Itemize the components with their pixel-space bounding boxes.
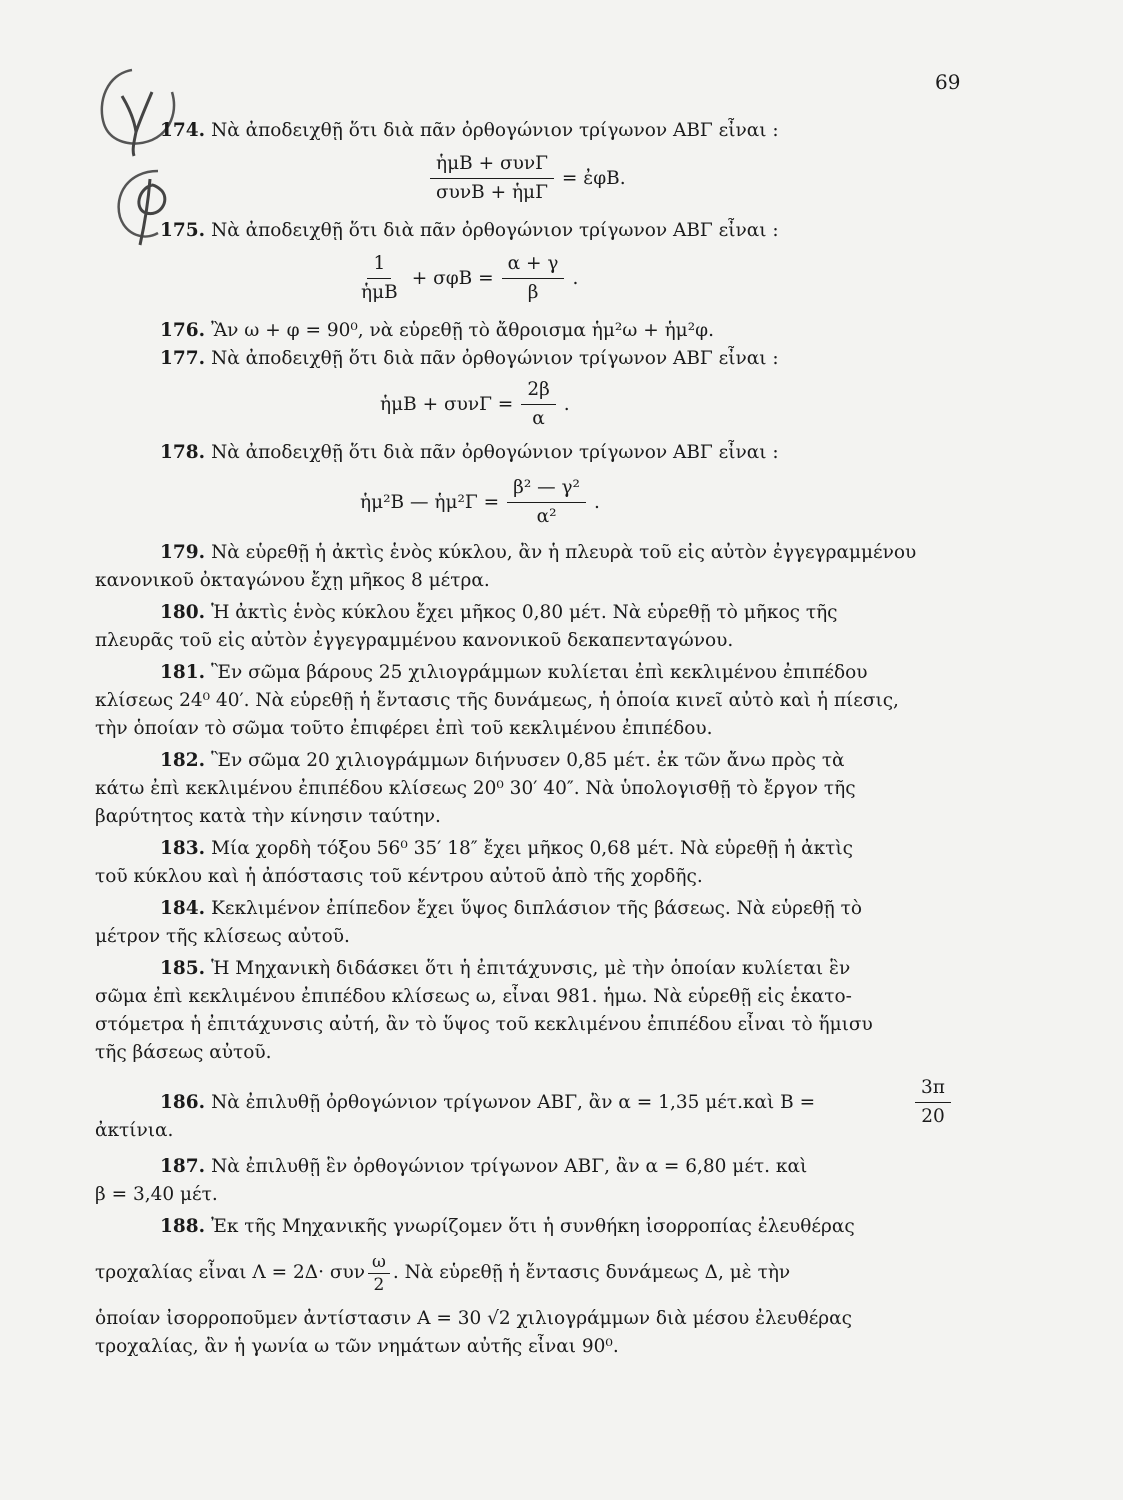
problem-182-line2: κάτω ἐπὶ κεκλιμένου ἐπιπέδου κλίσεως 20⁰ 30′ 40″. Νὰ ὑπολογισθῇ τὸ ἔργον τῆς	[95, 778, 856, 799]
problem-183-line2: τοῦ κύκλου καὶ ἡ ἀπόστασις τοῦ κέντρου αὐτοῦ ἀπὸ τῆς χορδῆς.	[95, 866, 703, 887]
problem-187-line2: β = 3,40 μέτ.	[95, 1184, 218, 1205]
problem-183-line1: 183. Μία χορδὴ τόξου 56⁰ 35′ 18″ ἔχει μῆκος 0,68 μέτ. Νὰ εὑρεθῇ ἡ ἀκτὶς	[160, 838, 853, 859]
problem-186-line2: ἀκτίνια.	[95, 1120, 174, 1141]
formula-175: $\frac{1}{\text{ἡμΒ}}$ + σφΒ = $\frac{\alpha + \gamma}{\beta}$ .	[361, 253, 579, 303]
problem-177: 177. Νὰ ἀποδειχθῇ ὅτι διὰ πᾶν ὀρθογώνιον τρίγωνον ΑΒΓ εἶναι :	[160, 348, 779, 369]
problem-186-line1: 186. Νὰ ἐπιλυθῇ ὀρθογώνιον τρίγωνον ΑΒΓ, ἂν α = 1,35 μέτ.καὶ Β =	[160, 1092, 816, 1113]
problem-184-line1: 184. Κεκλιμένον ἐπίπεδον ἔχει ὕψος διπλάσιον τῆς βάσεως. Νὰ εὑρεθῇ τὸ	[160, 898, 863, 919]
formula-177: ἡμΒ + συνΓ = $\frac{2\beta}{\alpha}$ .	[380, 379, 570, 429]
formula-174: $\frac{\text{ἡμΒ + συνΓ}}{\text{συνΒ + ἡμΓ}}$ = ἐφΒ.	[430, 152, 626, 205]
problem-188-line4: τροχαλίας, ἂν ἡ γωνία ω τῶν νημάτων αὐτῆς εἶναι 90⁰.	[95, 1336, 619, 1357]
problem-181-line1: 181. Ἓν σῶμα βάρους 25 χιλιογράμμων κυλίεται ἐπὶ κεκλιμένου ἐπιπέδου	[160, 662, 868, 683]
problem-185-line4: τῆς βάσεως αὐτοῦ.	[95, 1042, 272, 1063]
problem-185-line1: 185. Ἡ Μηχανικὴ διδάσκει ὅτι ἡ ἐπιτάχυνσις, μὲ τὴν ὁποίαν κυλίεται ἓν	[160, 958, 851, 979]
problem-188-line3: ὁποίαν ἰσορροποῦμεν ἀντίστασιν Α = 30 √2 χιλιογράμμων διὰ μέσου ἐλευθέρας	[95, 1308, 853, 1329]
formula-178: ἡμ²Β — ἡμ²Γ = $\frac{\text{β² — γ²}}{\text{α²}}$ .	[360, 477, 600, 527]
page-number: 69	[935, 70, 961, 94]
problem-185-line2: σῶμα ἐπὶ κεκλιμένου ἐπιπέδου κλίσεως ω, εἶναι 981. ἡμω. Νὰ εὑρεθῇ εἰς ἑκατο-	[95, 986, 852, 1007]
problem-185-line3: στόμετρα ἡ ἐπιτάχυνσις αὐτή, ἂν τὸ ὕψος τοῦ κεκλιμένου ἐπιπέδου εἶναι τὸ ἥμισυ	[95, 1014, 873, 1035]
problem-174: 174. Νὰ ἀποδειχθῇ ὅτι διὰ πᾶν ὀρθογώνιον τρίγωνον ΑΒΓ εἶναι :	[160, 120, 779, 141]
problem-180-line2: πλευρᾶς τοῦ εἰς αὐτὸν ἐγγεγραμμένου κανονικοῦ δεκαπενταγώνου.	[95, 630, 734, 651]
problem-180-line1: 180. Ἡ ἀκτὶς ἑνὸς κύκλου ἔχει μῆκος 0,80 μέτ. Νὰ εὑρεθῇ τὸ μῆκος τῆς	[160, 602, 838, 623]
problem-176: 176. Ἂν ω + φ = 90⁰, νὰ εὑρεθῇ τὸ ἄθροισμα ἡμ²ω + ἡμ²φ.	[160, 320, 714, 341]
problem-181-line2: κλίσεως 24⁰ 40′. Νὰ εὑρεθῇ ἡ ἔντασις τῆς δυνάμεως, ἡ ὁποία κινεῖ αὐτὸ καὶ ἡ πίεσις,	[95, 690, 899, 711]
handwritten-mark-gamma	[92, 62, 182, 162]
problem-178: 178. Νὰ ἀποδειχθῇ ὅτι διὰ πᾶν ὀρθογώνιον τρίγωνον ΑΒΓ εἶναι :	[160, 442, 779, 463]
problem-179-line2: κανονικοῦ ὀκταγώνου ἔχῃ μῆκος 8 μέτρα.	[95, 570, 490, 591]
problem-179-line1: 179. Νὰ εὑρεθῇ ἡ ἀκτὶς ἑνὸς κύκλου, ἂν ἡ πλευρὰ τοῦ εἰς αὐτὸν ἐγγεγραμμένου	[160, 542, 917, 563]
formula-186: $\frac{3\pi}{20}$	[915, 1076, 951, 1129]
problem-188-line1: 188. Ἐκ τῆς Μηχανικῆς γνωρίζομεν ὅτι ἡ συνθήκη ἰσορροπίας ἐλευθέρας	[160, 1216, 855, 1237]
problem-181-line3: τὴν ὁποίαν τὸ σῶμα τοῦτο ἐπιφέρει ἐπὶ τοῦ κεκλιμένου ἐπιπέδου.	[95, 718, 713, 739]
problem-184-line2: μέτρον τῆς κλίσεως αὐτοῦ.	[95, 926, 350, 947]
problem-182-line1: 182. Ἓν σῶμα 20 χιλιογράμμων διήνυσεν 0,85 μέτ. ἐκ τῶν ἄνω πρὸς τὰ	[160, 750, 845, 771]
problem-187-line1: 187. Νὰ ἐπιλυθῇ ἓν ὀρθογώνιον τρίγωνον ΑΒΓ, ἂν α = 6,80 μέτ. καὶ	[160, 1156, 808, 1177]
problem-175: 175. Νὰ ἀποδειχθῇ ὅτι διὰ πᾶν ὀρθογώνιον τρίγωνον ΑΒΓ εἶναι :	[160, 220, 779, 241]
problem-182-line3: βαρύτητος κατὰ τὴν κίνησιν ταύτην.	[95, 806, 441, 827]
problem-188-line2: τροχαλίας εἶναι Λ = 2Δ· συν $\frac{\omega}{2}$ . Νὰ εὑρεθῇ ἡ ἔντασις δυνάμεως Δ, μὲ τὴν	[95, 1251, 791, 1295]
